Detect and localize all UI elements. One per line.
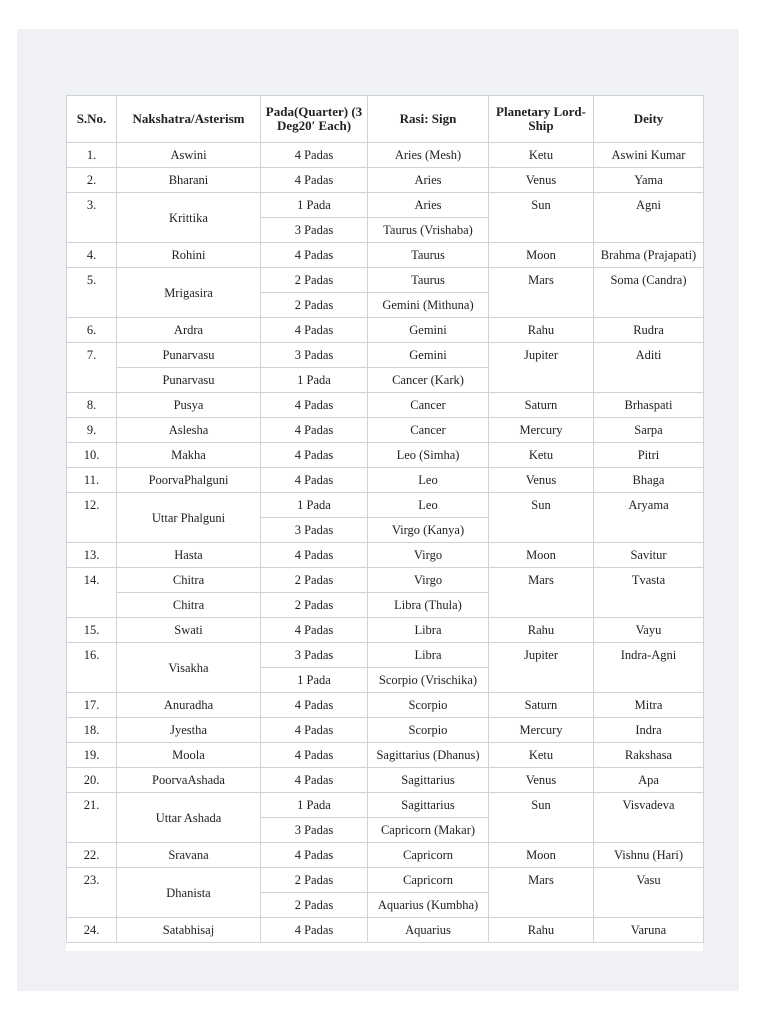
planetary-lord-cell: Moon bbox=[489, 843, 594, 868]
rasi-cell: Scorpio (Vrischika) bbox=[368, 668, 489, 693]
rasi-cell: Gemini (Mithuna) bbox=[368, 293, 489, 318]
pada-cell: 4 Padas bbox=[261, 768, 368, 793]
table-row bbox=[67, 793, 704, 818]
pada-cell: 2 Padas bbox=[261, 893, 368, 918]
planetary-lord-cell: Sun bbox=[489, 493, 594, 543]
table-row bbox=[67, 693, 704, 718]
rasi-cell: Virgo bbox=[368, 543, 489, 568]
pada-cell: 1 Pada bbox=[261, 493, 368, 518]
table-row bbox=[67, 268, 704, 293]
nakshatra-cell: Chitra bbox=[117, 568, 261, 593]
serial-number-cell: 4. bbox=[67, 243, 117, 268]
nakshatra-cell: Rohini bbox=[117, 243, 261, 268]
pada-cell: 4 Padas bbox=[261, 543, 368, 568]
table-row bbox=[67, 418, 704, 443]
table-row bbox=[67, 318, 704, 343]
nakshatra-cell: Hasta bbox=[117, 543, 261, 568]
deity-cell: Sarpa bbox=[594, 418, 704, 443]
nakshatra-cell: Makha bbox=[117, 443, 261, 468]
header-rasi: Rasi: Sign bbox=[368, 96, 489, 143]
table-row bbox=[67, 743, 704, 768]
planetary-lord-cell: Rahu bbox=[489, 318, 594, 343]
serial-number-cell: 18. bbox=[67, 718, 117, 743]
table-row bbox=[67, 343, 704, 368]
nakshatra-cell: PoorvaPhalguni bbox=[117, 468, 261, 493]
table-row bbox=[67, 768, 704, 793]
serial-number-cell: 10. bbox=[67, 443, 117, 468]
serial-number-cell: 9. bbox=[67, 418, 117, 443]
pada-cell: 3 Padas bbox=[261, 643, 368, 668]
deity-cell: Apa bbox=[594, 768, 704, 793]
nakshatra-cell: Sravana bbox=[117, 843, 261, 868]
table-row bbox=[67, 543, 704, 568]
deity-cell: Savitur bbox=[594, 543, 704, 568]
planetary-lord-cell: Sun bbox=[489, 793, 594, 843]
nakshatra-cell: Aslesha bbox=[117, 418, 261, 443]
serial-number-cell: 1. bbox=[67, 143, 117, 168]
pada-cell: 1 Pada bbox=[261, 793, 368, 818]
rasi-cell: Gemini bbox=[368, 318, 489, 343]
nakshatra-cell: Punarvasu bbox=[117, 368, 261, 393]
pada-cell: 4 Padas bbox=[261, 243, 368, 268]
planetary-lord-cell: Sun bbox=[489, 193, 594, 243]
pada-cell: 4 Padas bbox=[261, 393, 368, 418]
rasi-cell: Cancer (Kark) bbox=[368, 368, 489, 393]
rasi-cell: Aries bbox=[368, 168, 489, 193]
pada-cell: 4 Padas bbox=[261, 318, 368, 343]
planetary-lord-cell: Rahu bbox=[489, 618, 594, 643]
serial-number-cell: 7. bbox=[67, 343, 117, 393]
table-row bbox=[67, 193, 704, 218]
nakshatra-cell: Visakha bbox=[117, 643, 261, 693]
rasi-cell: Cancer bbox=[368, 418, 489, 443]
rasi-cell: Aquarius (Kumbha) bbox=[368, 893, 489, 918]
table-row bbox=[67, 243, 704, 268]
rasi-cell: Taurus (Vrishaba) bbox=[368, 218, 489, 243]
nakshatra-cell: Uttar Ashada bbox=[117, 793, 261, 843]
rasi-cell: Aries bbox=[368, 193, 489, 218]
rasi-cell: Taurus bbox=[368, 268, 489, 293]
pada-cell: 4 Padas bbox=[261, 443, 368, 468]
rasi-cell: Sagittarius bbox=[368, 768, 489, 793]
nakshatra-cell: Satabhisaj bbox=[117, 918, 261, 943]
rasi-cell: Leo bbox=[368, 493, 489, 518]
serial-number-cell: 19. bbox=[67, 743, 117, 768]
table-row bbox=[67, 143, 704, 168]
planetary-lord-cell: Moon bbox=[489, 243, 594, 268]
header-sno: S.No. bbox=[67, 96, 117, 143]
serial-number-cell: 22. bbox=[67, 843, 117, 868]
nakshatra-cell: Aswini bbox=[117, 143, 261, 168]
rasi-cell: Libra (Thula) bbox=[368, 593, 489, 618]
planetary-lord-cell: Jupiter bbox=[489, 343, 594, 393]
rasi-cell: Libra bbox=[368, 643, 489, 668]
nakshatra-table bbox=[66, 95, 704, 943]
table-row bbox=[67, 468, 704, 493]
nakshatra-cell: PoorvaAshada bbox=[117, 768, 261, 793]
header-row bbox=[67, 96, 704, 143]
rasi-cell: Capricorn bbox=[368, 843, 489, 868]
pada-cell: 2 Padas bbox=[261, 568, 368, 593]
deity-cell: Pitri bbox=[594, 443, 704, 468]
rasi-cell: Virgo (Kanya) bbox=[368, 518, 489, 543]
rasi-cell: Leo (Simha) bbox=[368, 443, 489, 468]
pada-cell: 4 Padas bbox=[261, 168, 368, 193]
serial-number-cell: 3. bbox=[67, 193, 117, 243]
serial-number-cell: 11. bbox=[67, 468, 117, 493]
nakshatra-cell: Dhanista bbox=[117, 868, 261, 918]
deity-cell: Yama bbox=[594, 168, 704, 193]
planetary-lord-cell: Mars bbox=[489, 868, 594, 918]
planetary-lord-cell: Ketu bbox=[489, 743, 594, 768]
planetary-lord-cell: Mercury bbox=[489, 718, 594, 743]
deity-cell: Aditi bbox=[594, 343, 704, 393]
serial-number-cell: 23. bbox=[67, 868, 117, 918]
deity-cell: Bhaga bbox=[594, 468, 704, 493]
table-row bbox=[67, 843, 704, 868]
planetary-lord-cell: Mercury bbox=[489, 418, 594, 443]
planetary-lord-cell: Ketu bbox=[489, 443, 594, 468]
nakshatra-cell: Ardra bbox=[117, 318, 261, 343]
serial-number-cell: 20. bbox=[67, 768, 117, 793]
header-lord: Planetary Lord-Ship bbox=[489, 96, 594, 143]
rasi-cell: Virgo bbox=[368, 568, 489, 593]
deity-cell: Brhaspati bbox=[594, 393, 704, 418]
planetary-lord-cell: Venus bbox=[489, 768, 594, 793]
deity-cell: Tvasta bbox=[594, 568, 704, 618]
serial-number-cell: 12. bbox=[67, 493, 117, 543]
serial-number-cell: 5. bbox=[67, 268, 117, 318]
deity-cell: Vasu bbox=[594, 868, 704, 918]
serial-number-cell: 17. bbox=[67, 693, 117, 718]
deity-cell: Visvadeva bbox=[594, 793, 704, 843]
planetary-lord-cell: Mars bbox=[489, 568, 594, 618]
planetary-lord-cell: Venus bbox=[489, 168, 594, 193]
rasi-cell: Cancer bbox=[368, 393, 489, 418]
table-row bbox=[67, 568, 704, 593]
pada-cell: 4 Padas bbox=[261, 693, 368, 718]
pada-cell: 3 Padas bbox=[261, 343, 368, 368]
pada-cell: 4 Padas bbox=[261, 918, 368, 943]
rasi-cell: Capricorn bbox=[368, 868, 489, 893]
deity-cell: Agni bbox=[594, 193, 704, 243]
deity-cell: Vayu bbox=[594, 618, 704, 643]
pada-cell: 1 Pada bbox=[261, 193, 368, 218]
serial-number-cell: 14. bbox=[67, 568, 117, 618]
deity-cell: Brahma (Prajapati) bbox=[594, 243, 704, 268]
deity-cell: Indra bbox=[594, 718, 704, 743]
document-sheet bbox=[66, 95, 703, 951]
deity-cell: Aryama bbox=[594, 493, 704, 543]
planetary-lord-cell: Saturn bbox=[489, 693, 594, 718]
pada-cell: 3 Padas bbox=[261, 518, 368, 543]
table-row bbox=[67, 168, 704, 193]
nakshatra-cell: Moola bbox=[117, 743, 261, 768]
pada-cell: 2 Padas bbox=[261, 868, 368, 893]
serial-number-cell: 24. bbox=[67, 918, 117, 943]
nakshatra-cell: Swati bbox=[117, 618, 261, 643]
pada-cell: 2 Padas bbox=[261, 268, 368, 293]
deity-cell: Indra-Agni bbox=[594, 643, 704, 693]
planetary-lord-cell: Ketu bbox=[489, 143, 594, 168]
nakshatra-cell: Pusya bbox=[117, 393, 261, 418]
table-body bbox=[67, 143, 704, 943]
pada-cell: 4 Padas bbox=[261, 143, 368, 168]
nakshatra-cell: Anuradha bbox=[117, 693, 261, 718]
serial-number-cell: 13. bbox=[67, 543, 117, 568]
nakshatra-cell: Punarvasu bbox=[117, 343, 261, 368]
serial-number-cell: 8. bbox=[67, 393, 117, 418]
table-row bbox=[67, 918, 704, 943]
planetary-lord-cell: Saturn bbox=[489, 393, 594, 418]
table-row bbox=[67, 393, 704, 418]
rasi-cell: Capricorn (Makar) bbox=[368, 818, 489, 843]
pada-cell: 2 Padas bbox=[261, 593, 368, 618]
rasi-cell: Aquarius bbox=[368, 918, 489, 943]
header-pada: Pada(Quarter) (3 Deg20′ Each) bbox=[261, 96, 368, 143]
rasi-cell: Leo bbox=[368, 468, 489, 493]
pada-cell: 3 Padas bbox=[261, 818, 368, 843]
rasi-cell: Gemini bbox=[368, 343, 489, 368]
deity-cell: Soma (Candra) bbox=[594, 268, 704, 318]
header-nakshatra: Nakshatra/Asterism bbox=[117, 96, 261, 143]
serial-number-cell: 15. bbox=[67, 618, 117, 643]
table-row bbox=[67, 493, 704, 518]
pada-cell: 4 Padas bbox=[261, 843, 368, 868]
rasi-cell: Aries (Mesh) bbox=[368, 143, 489, 168]
table-row bbox=[67, 618, 704, 643]
table-row bbox=[67, 643, 704, 668]
pada-cell: 4 Padas bbox=[261, 468, 368, 493]
serial-number-cell: 21. bbox=[67, 793, 117, 843]
nakshatra-cell: Chitra bbox=[117, 593, 261, 618]
deity-cell: Aswini Kumar bbox=[594, 143, 704, 168]
pada-cell: 4 Padas bbox=[261, 618, 368, 643]
nakshatra-cell: Bharani bbox=[117, 168, 261, 193]
pada-cell: 1 Pada bbox=[261, 368, 368, 393]
deity-cell: Rudra bbox=[594, 318, 704, 343]
serial-number-cell: 16. bbox=[67, 643, 117, 693]
rasi-cell: Scorpio bbox=[368, 718, 489, 743]
planetary-lord-cell: Jupiter bbox=[489, 643, 594, 693]
pada-cell: 3 Padas bbox=[261, 218, 368, 243]
rasi-cell: Libra bbox=[368, 618, 489, 643]
pada-cell: 1 Pada bbox=[261, 668, 368, 693]
table-row bbox=[67, 718, 704, 743]
nakshatra-cell: Mrigasira bbox=[117, 268, 261, 318]
table-row bbox=[67, 443, 704, 468]
rasi-cell: Sagittarius bbox=[368, 793, 489, 818]
header-deity: Deity bbox=[594, 96, 704, 143]
deity-cell: Mitra bbox=[594, 693, 704, 718]
nakshatra-cell: Jyestha bbox=[117, 718, 261, 743]
planetary-lord-cell: Rahu bbox=[489, 918, 594, 943]
planetary-lord-cell: Venus bbox=[489, 468, 594, 493]
planetary-lord-cell: Moon bbox=[489, 543, 594, 568]
rasi-cell: Sagittarius (Dhanus) bbox=[368, 743, 489, 768]
pada-cell: 2 Padas bbox=[261, 293, 368, 318]
serial-number-cell: 2. bbox=[67, 168, 117, 193]
deity-cell: Vishnu (Hari) bbox=[594, 843, 704, 868]
pada-cell: 4 Padas bbox=[261, 718, 368, 743]
deity-cell: Rakshasa bbox=[594, 743, 704, 768]
nakshatra-cell: Krittika bbox=[117, 193, 261, 243]
pada-cell: 4 Padas bbox=[261, 418, 368, 443]
serial-number-cell: 6. bbox=[67, 318, 117, 343]
rasi-cell: Scorpio bbox=[368, 693, 489, 718]
pada-cell: 4 Padas bbox=[261, 743, 368, 768]
planetary-lord-cell: Mars bbox=[489, 268, 594, 318]
nakshatra-cell: Uttar Phalguni bbox=[117, 493, 261, 543]
deity-cell: Varuna bbox=[594, 918, 704, 943]
table-row bbox=[67, 868, 704, 893]
rasi-cell: Taurus bbox=[368, 243, 489, 268]
